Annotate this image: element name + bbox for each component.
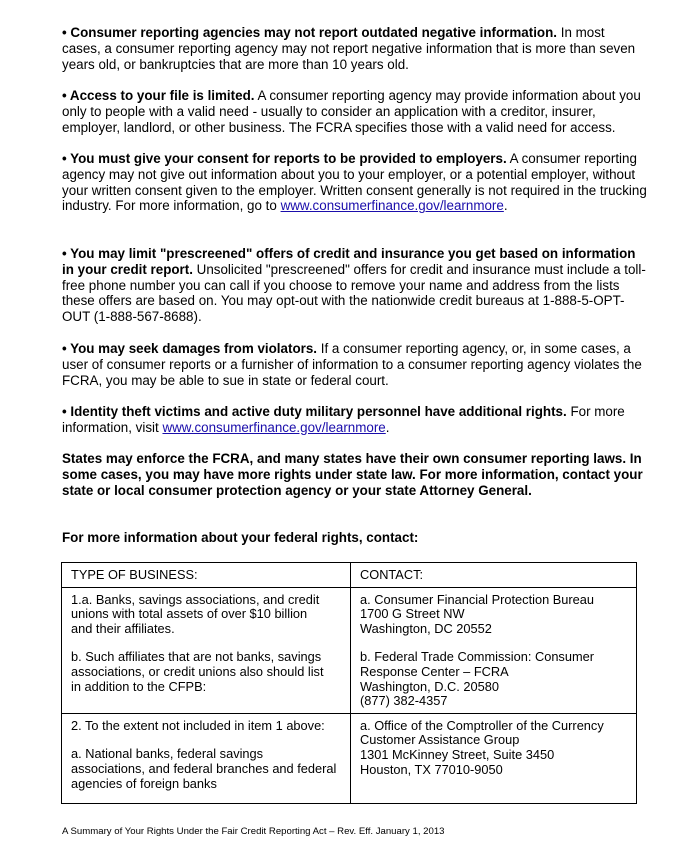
- section-outdated-info: [62, 25, 647, 72]
- row2-contact-a: a. Office of the Comptroller of the Currency Customer Assistance Group 1301 McKinney Street, Suite 3450 Houston, TX 77010-9050: [360, 717, 604, 777]
- header-contact: CONTACT:: [351, 563, 637, 588]
- row2-type-cell: [62, 713, 351, 803]
- row1-type-a: 1.a. Banks, savings associations, and credit unions with total assets of over $10 billion and their affiliates.: [71, 591, 320, 636]
- table-row: [62, 713, 637, 803]
- section-heading: • You may seek damages from violators.: [62, 341, 317, 356]
- section-punct: .: [385, 419, 390, 435]
- row1-contact-cell: [351, 587, 637, 713]
- table-row: [62, 587, 637, 713]
- section-employer-consent: [62, 151, 647, 214]
- row2-contact-cell: [351, 713, 637, 803]
- contact-table: [61, 562, 637, 804]
- section-body: If a consumer reporting agency, or, in some cases, a user of consumer reports or a furnisher of information to a consumer reporting agency violates the FCRA, you may be able to sue in state or federal court.: [62, 341, 642, 388]
- learnmore-link[interactable]: www.consumerfinance.gov/learnmore: [280, 198, 504, 214]
- row1-type-cell: [62, 587, 351, 713]
- section-body: A consumer reporting agency may provide information about you only to people with a valid need - usually to consider an application with a creditor, insurer, employer, landlord, or other business. The FCRA specifies those with a valid need for access.: [62, 88, 641, 135]
- section-prescreened-offers: [62, 246, 647, 325]
- states-note: States may enforce the FCRA, and many states have their own consumer reporting laws. In some cases, you may have more rights under state law. For more information, contact your state or local consumer protection agency or your state Attorney General.: [62, 451, 643, 498]
- row2-type-b: a. National banks, federal savings associations, and federal branches and federal agencies of foreign banks: [71, 746, 337, 791]
- section-heading: • You may limit "prescreened" offers of credit and insurance you get based on information in your credit report.: [62, 246, 636, 277]
- section-identity-theft: [62, 404, 647, 436]
- section-body: For more information, visit: [62, 404, 625, 435]
- learnmore-link[interactable]: www.consumerfinance.gov/learnmore: [162, 419, 386, 435]
- section-access-limited: [62, 88, 647, 135]
- row1-contact-a: a. Consumer Financial Protection Bureau 1700 G Street NW Washington, DC 20552: [360, 591, 595, 636]
- header-type-of-business: TYPE OF BUSINESS:: [62, 563, 351, 588]
- section-heading: • Identity theft victims and active duty military personnel have additional rights.: [62, 404, 567, 419]
- row1-type-b: b. Such affiliates that are not banks, savings associations, or credit unions also should list in addition to the CFPB:: [71, 649, 324, 694]
- row1-contact-b: b. Federal Trade Commission: Consumer Response Center – FCRA Washington, D.C. 20580 (877) 382-4357: [360, 649, 594, 709]
- section-body: A consumer reporting agency may not give out information about you to your employer, or a potential employer, without your written consent given to the employer. Written consent generally is not required in the trucking industry. For more information, go to: [62, 151, 647, 214]
- table-header-row: [62, 563, 637, 588]
- row2-type-a: 2. To the extent not included in item 1 above:: [71, 717, 325, 733]
- contact-intro: For more information about your federal rights, contact:: [62, 530, 419, 545]
- page-footer: A Summary of Your Rights Under the Fair Credit Reporting Act – Rev. Eff. January 1, 2013: [62, 826, 445, 837]
- section-heading: • Access to your file is limited.: [62, 88, 255, 103]
- section-body: In most cases, a consumer reporting agency may not report negative information that is more than seven years old, or bankruptcies that are more than 10 years old.: [62, 25, 636, 72]
- section-heading: • Consumer reporting agencies may not report outdated negative information.: [62, 25, 558, 40]
- section-seek-damages: [62, 341, 647, 388]
- section-body: Unsolicited "prescreened" offers for credit and insurance must include a toll-free phone number you can call if you choose to remove your name and address from the lists these offers are based on. You may opt-out with the nationwide credit bureaus at 1-888-5-OPT-OUT (1-888-567-8688).: [62, 261, 646, 325]
- section-punct: .: [503, 198, 508, 214]
- section-heading: • You must give your consent for reports to be provided to employers.: [62, 151, 507, 166]
